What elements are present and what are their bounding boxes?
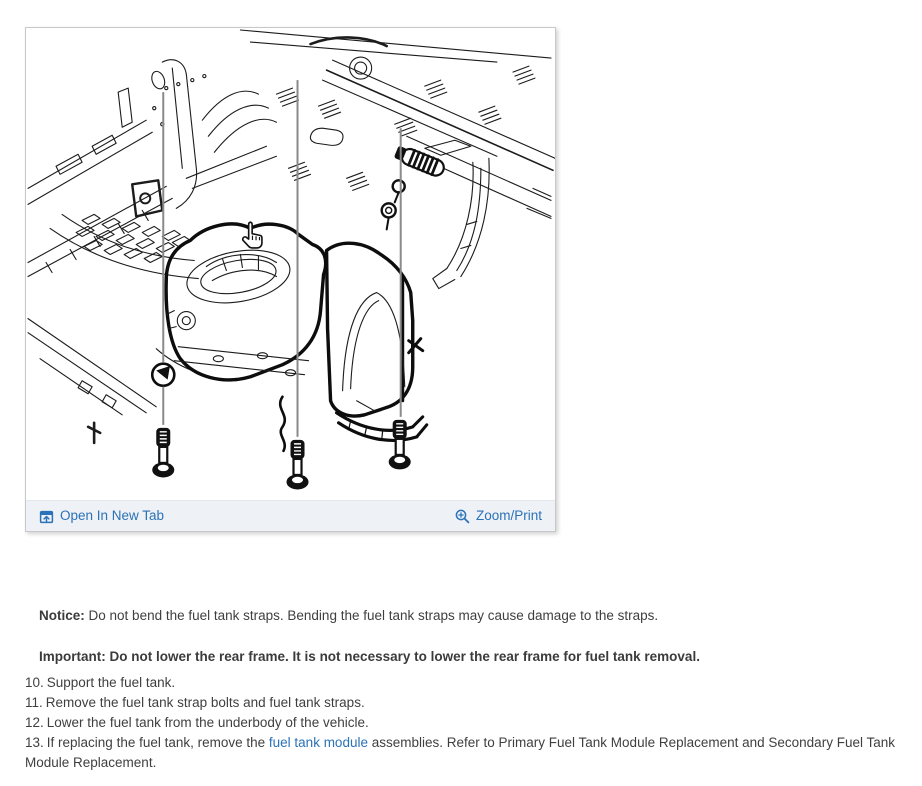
fuel-tank-diagram-svg xyxy=(26,28,555,500)
step-text: Remove the fuel tank strap bolts and fuel tank straps. xyxy=(45,695,365,710)
diagram-panel xyxy=(25,27,556,532)
step-10 xyxy=(25,673,905,693)
step-number: 12. xyxy=(25,715,44,730)
open-in-new-tab-label: Open In New Tab xyxy=(60,508,165,524)
fuel-tank-details xyxy=(166,243,404,411)
fuel-tank-module-link[interactable]: fuel tank module xyxy=(268,735,368,750)
step-number: 11. xyxy=(25,695,43,710)
leader-lines xyxy=(163,80,400,437)
step-number: 13. xyxy=(25,735,44,750)
notice-paragraph xyxy=(39,606,658,626)
step-number: 10. xyxy=(25,675,44,690)
important-paragraph xyxy=(39,647,700,667)
step-13 xyxy=(25,733,905,773)
step-text: If replacing the fuel tank, remove the xyxy=(46,735,269,750)
strap-bolt-1 xyxy=(152,428,174,478)
strap-bolt-2 xyxy=(286,440,308,490)
zoom-print-label: Zoom/Print xyxy=(475,508,542,524)
important-label: Important: xyxy=(39,648,106,664)
step-text: Lower the fuel tank from the underbody of the vehicle. xyxy=(46,715,369,730)
notice-text: Do not bend the fuel tank straps. Bending the fuel tank straps may cause damage to the straps. xyxy=(88,607,659,623)
open-in-new-tab-icon xyxy=(39,509,54,524)
fuel-tank-outline xyxy=(166,224,423,451)
open-in-new-tab-link[interactable] xyxy=(39,509,164,524)
step-text: assemblies. Refer to Primary Fuel Tank Module Replacement and Secondary Fuel Tank Module Replacement. xyxy=(25,735,895,770)
step-text: Support the fuel tank. xyxy=(46,675,176,690)
procedure-steps xyxy=(25,673,905,773)
underbody-structure xyxy=(28,30,555,443)
fuel-tank-diagram[interactable] xyxy=(26,28,555,500)
zoom-print-link[interactable] xyxy=(455,509,542,524)
important-text: Do not lower the rear frame. It is not necessary to lower the rear frame for fuel tank removal. xyxy=(109,648,700,664)
step-11 xyxy=(25,693,905,713)
notice-label: Notice: xyxy=(39,607,85,623)
step-12 xyxy=(25,713,905,733)
fuel-tank-fitting xyxy=(152,364,174,386)
fuel-filler-hose xyxy=(382,144,447,229)
diagram-panel-footer xyxy=(26,500,555,531)
zoom-in-icon xyxy=(455,509,470,524)
